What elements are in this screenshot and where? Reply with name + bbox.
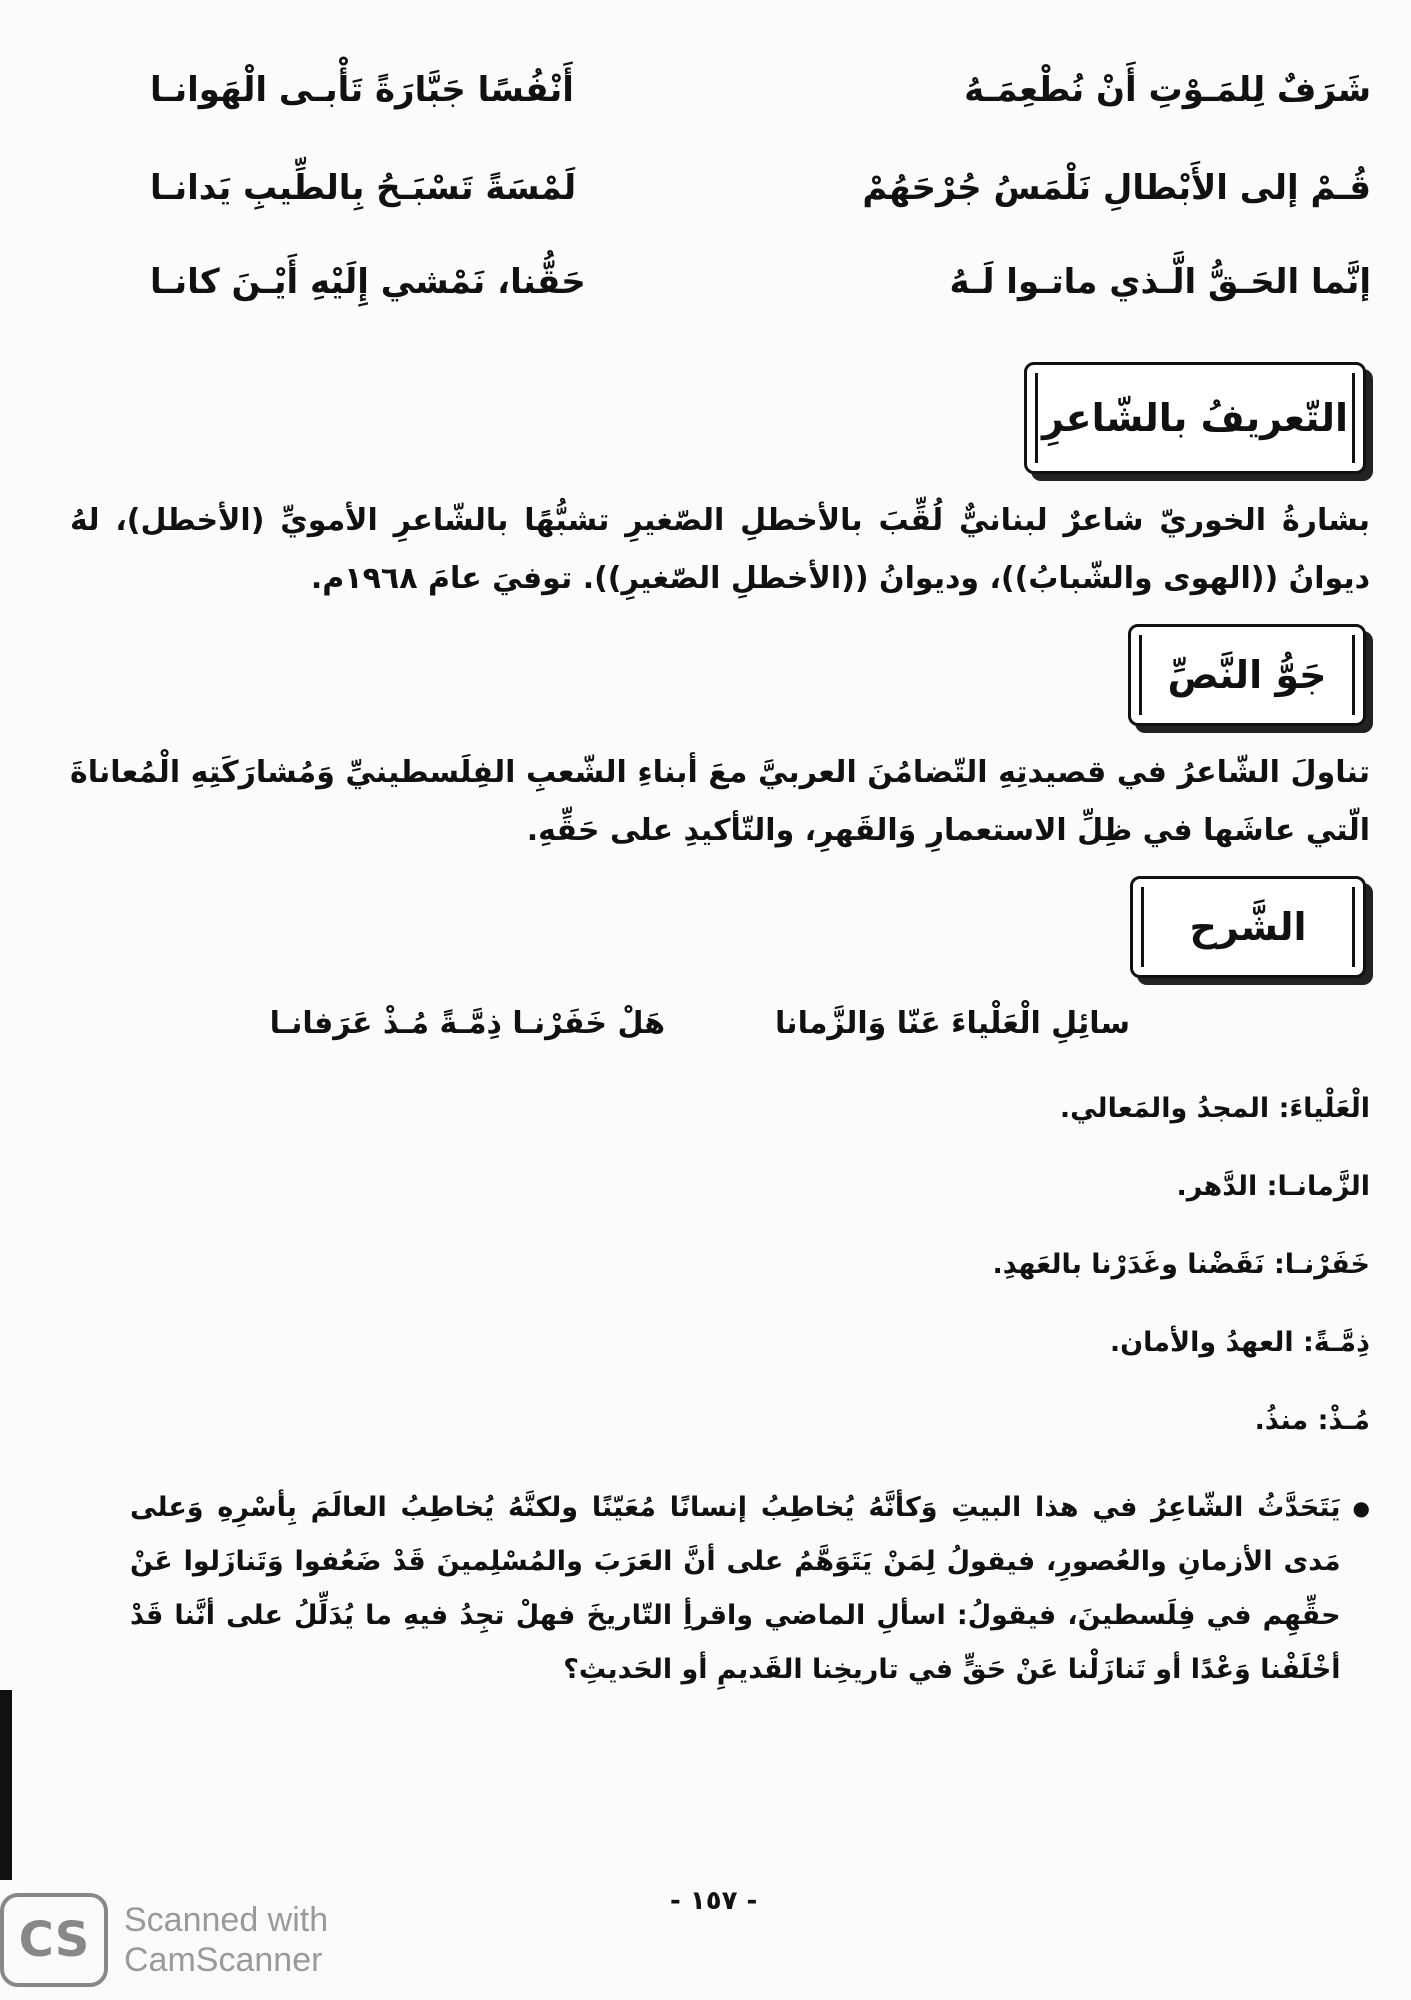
verse-2-first-hemistich: قُـمْ إلى الأَبْطالِ نَلْمَسُ جُرْحَهُمْ [862, 168, 1371, 208]
explanation-bullet [70, 1481, 1370, 1697]
camscanner-logo-icon: CS [0, 1893, 108, 1987]
definition-item: مُـذْ: منذُ. [1254, 1405, 1370, 1436]
explanation-paragraph: يَتَحَدَّثُ الشّاعِرُ في هذا البيتِ وَكأنَّهُ يُخاطِبُ إنسانًا مُعَيّنًا ولكنَّهُ يُخاطِبُ العالَمَ بِأسْرِهِ وَعلى مَدى الأزمانِ والعُصورِ، فيقولُ لِمَنْ يَتَوَهَّمُ على أنَّ العَرَبَ والمُسْلِمينَ قَدْ ضَعُفوا وَتَنازَلوا عَنْ حقِّهِم في فِلَسطينَ، فيقولُ: اسألِ الماضي واقرأِ التّاريخَ فهلْ تجِدُ فيهِ ما يُدَلِّلُ على أنَّنا قَدْ أخْلَفْنا وَعْدًا أو تَنازَلْنا عَنْ حَقٍّ في تاريخِنا القَديمِ أو الحَديثِ؟ [130, 1492, 1341, 1685]
section-heading-context [1128, 624, 1366, 726]
section-title: الشَّرح [1189, 905, 1307, 949]
watermark-line-2: CamScanner [124, 1941, 323, 1979]
section-title: التّعريفُ بالشّاعرِ [1042, 396, 1348, 440]
watermark-line-1: Scanned with [124, 1901, 329, 1939]
vocabulary-list [70, 1051, 1370, 1441]
verse-3-second-hemistich: حَقُّنا، نَمْشي إِلَيْهِ أَيْـنَ كانـا [150, 262, 586, 302]
verse-2-second-hemistich: لَمْسَةً تَسْبَـحُ بِالطِّيبِ يَدانـا [150, 168, 577, 208]
definition-item: الْعَلْياءَ: المجدُ والمَعالي. [1059, 1093, 1370, 1124]
poet-bio-paragraph: بشارةُ الخوريّ شاعرٌ لبنانيٌّ لُقِّبَ بالأخطلِ الصّغيرِ تشبُّهًا بالشّاعرِ الأمويِّ (الأخطل)، لهُ ديوانُ ((الهوى والشّبابُ))، وديوانُ ((الأخطلِ الصّغيرِ)). توفيَ عامَ ١٩٦٨م. [70, 503, 1370, 596]
context-paragraph: تناولَ الشّاعرُ في قصيدتِهِ التّضامُنَ العربيَّ معَ أبناءِ الشّعبِ الفِلَسطينيِّ وَمُشارَكَتِهِ الْمُعاناةَ الّتي عاشَها في ظِلِّ الاستعمارِ وَالقَهرِ، والتّأكيدِ على حَقِّهِ. [70, 755, 1370, 848]
definition-item: الزَّمانـا: الدَّهر. [1176, 1171, 1370, 1202]
page-number: - ١٥٧ - [670, 1886, 758, 1916]
section-heading-poet [1024, 362, 1366, 474]
verse-1-first-hemistich: شَرَفٌ لِلمَـوْتِ أَنْ نُطْعِمَـهُ [964, 70, 1371, 110]
verse-3-first-hemistich: إنَّما الحَـقُّ الَّـذي ماتـوا لَـهُ [949, 262, 1371, 302]
explained-verse-second-hemistich: هَلْ خَفَرْنـا ذِمَّـةً مُـذْ عَرَفانـا [269, 1006, 666, 1041]
camscanner-watermark [0, 1890, 360, 1990]
bullet-icon: ● [1352, 1496, 1370, 1520]
scan-edge-shadow [0, 1690, 12, 1880]
explained-verse-first-hemistich: سائِلِ الْعَلْياءَ عَنّا وَالزَّمانا [775, 1006, 1130, 1041]
page-content [70, 362, 1370, 1697]
section-heading-explanation [1130, 876, 1366, 978]
section-title: جَوُّ النَّصِّ [1167, 653, 1327, 697]
verse-1-second-hemistich: أَنْفُسًا جَبَّارَةً تَأْبـى الْهَوانـا [150, 70, 574, 110]
definition-item: خَفَرْنـا: نَقَضْنا وغَدَرْنا بالعَهدِ. [992, 1249, 1370, 1280]
definition-item: ذِمَّـةً: العهدُ والأمان. [1109, 1327, 1370, 1358]
explained-verse [70, 1006, 1370, 1041]
